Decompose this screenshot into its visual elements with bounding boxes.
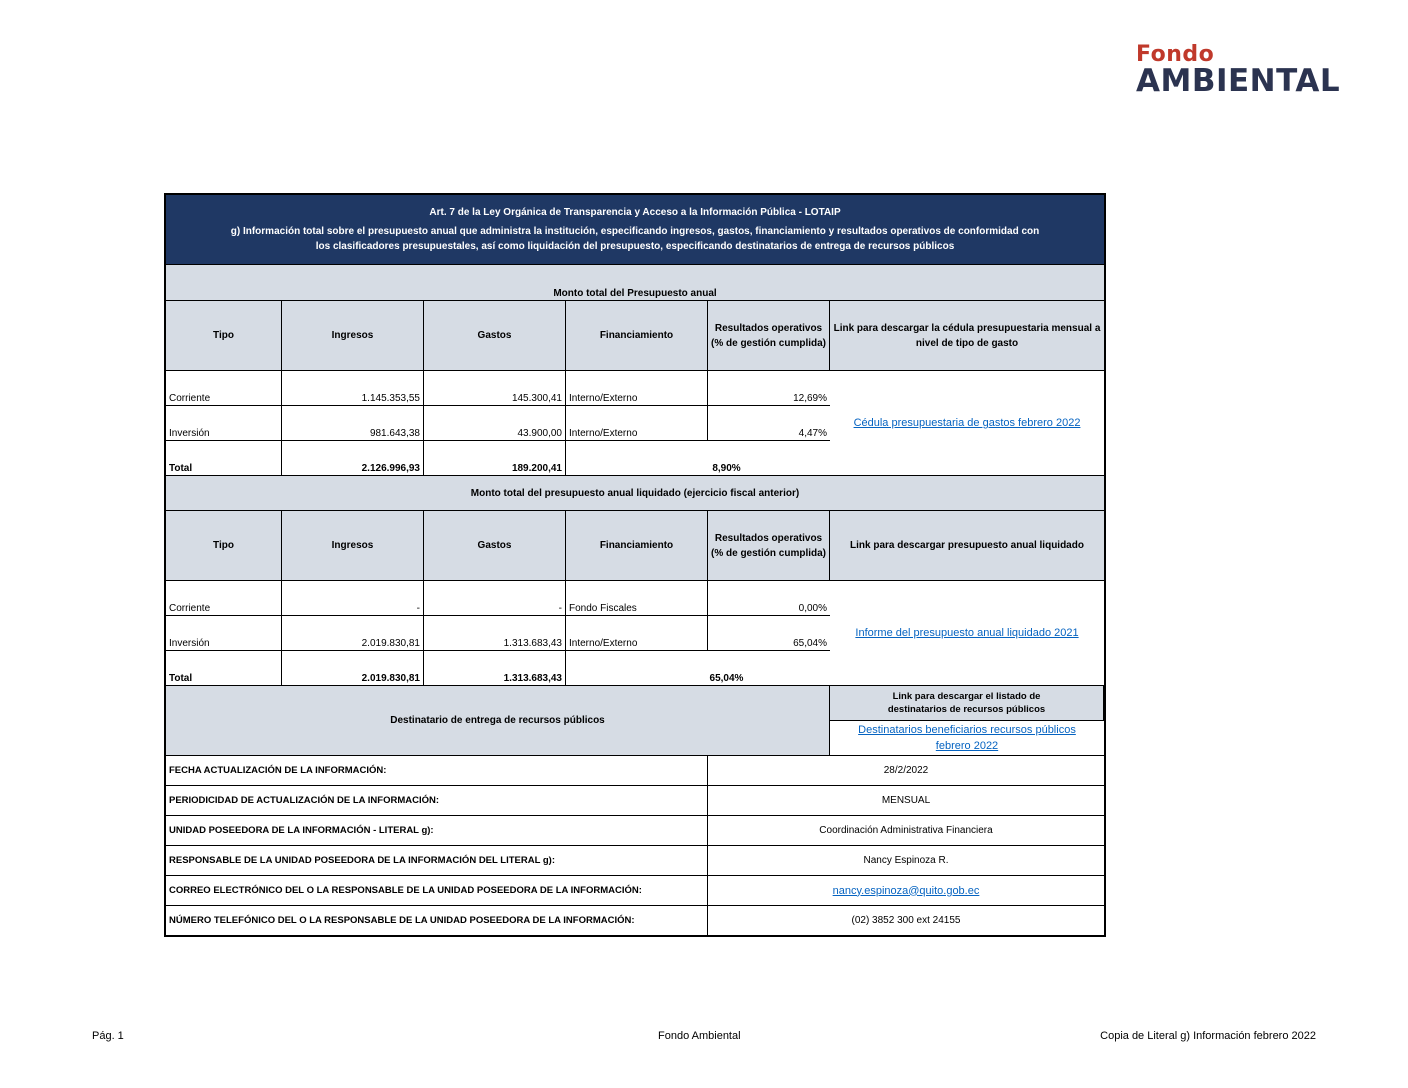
info-value: MENSUAL xyxy=(708,786,1104,816)
footer-page: Pág. 1 xyxy=(92,1030,124,1042)
email-link[interactable]: nancy.espinoza@quito.gob.ec xyxy=(832,884,980,897)
col-financiamiento: Financiamiento xyxy=(566,301,708,371)
header-subtitle: g) Información total sobre el presupuesto anual que administra la institución, especificando ingresos, gastos, financiamiento y resultados operativos de conformidad con los clasificadores presupuestales, así como liquidación del presupuesto, especificando destinatarios de entrega de recursos públicos xyxy=(230,226,1040,252)
info-row xyxy=(166,846,1104,876)
info-value: 28/2/2022 xyxy=(708,756,1104,786)
cedula-link[interactable]: Cédula presupuestaria de gastos febrero 2022 xyxy=(853,417,1081,429)
budget-table xyxy=(164,193,1106,937)
total-row xyxy=(166,651,830,686)
info-label: CORREO ELECTRÓNICO DEL O LA RESPONSABLE DE LA UNIDAD POSEEDORA DE LA INFORMACIÓN: xyxy=(166,876,708,906)
col-tipo: Tipo xyxy=(166,301,282,371)
col-ingresos: Ingresos xyxy=(282,511,424,581)
total-ingresos: 2.019.830,81 xyxy=(282,651,424,686)
info-row xyxy=(166,786,1104,816)
col-financiamiento: Financiamiento xyxy=(566,511,708,581)
section1-link-cell xyxy=(830,371,1104,476)
row-ingresos: 981.643,38 xyxy=(282,406,424,441)
row-tipo: Inversión xyxy=(166,406,282,441)
logo xyxy=(1136,44,1340,97)
info-row xyxy=(166,756,1104,786)
section2-title: Monto total del presupuesto anual liquidado (ejercicio fiscal anterior) xyxy=(166,476,1104,511)
row-gastos: - xyxy=(424,581,566,616)
total-resultado: 65,04% xyxy=(566,651,830,686)
row-gastos: 1.313.683,43 xyxy=(424,616,566,651)
logo-line-2: AMBIENTAL xyxy=(1136,63,1341,99)
section1-title: Monto total del Presupuesto anual xyxy=(166,265,1104,301)
info-value-cell xyxy=(708,876,1104,906)
col-link: Link para descargar presupuesto anual liquidado xyxy=(830,511,1104,581)
info-label: PERIODICIDAD DE ACTUALIZACIÓN DE LA INFORMACIÓN: xyxy=(166,786,708,816)
total-label: Total xyxy=(166,651,282,686)
total-row xyxy=(166,441,830,476)
table-row xyxy=(166,616,830,651)
header-block xyxy=(166,195,1104,265)
section2-rows xyxy=(166,581,830,686)
info-value: Nancy Espinoza R. xyxy=(708,846,1104,876)
footer-right: Copia de Literal g) Información febrero 2022 xyxy=(1100,1030,1316,1042)
table-row xyxy=(166,406,830,441)
col-gastos: Gastos xyxy=(424,511,566,581)
row-tipo: Corriente xyxy=(166,371,282,406)
col-resultados: Resultados operativos (% de gestión cumplida) xyxy=(708,511,830,581)
col-resultados: Resultados operativos (% de gestión cumplida) xyxy=(708,301,830,371)
info-label: FECHA ACTUALIZACIÓN DE LA INFORMACIÓN: xyxy=(166,756,708,786)
row-ingresos: - xyxy=(282,581,424,616)
liquidado-link[interactable]: Informe del presupuesto anual liquidado 2021 xyxy=(855,627,1079,639)
row-resultado: 0,00% xyxy=(708,581,830,616)
destinatarios-label: Destinatario de entrega de recursos públicos xyxy=(166,686,830,756)
destinatarios-link-header: Link para descargar el listado de destinatarios de recursos públicos xyxy=(830,686,1104,721)
destinatarios-link[interactable]: Destinatarios beneficiarios recursos públicos febrero 2022 xyxy=(858,724,1076,752)
footer-center: Fondo Ambiental xyxy=(658,1030,741,1042)
section1-rows xyxy=(166,371,830,476)
row-resultado: 4,47% xyxy=(708,406,830,441)
section2-link-cell xyxy=(830,581,1104,686)
total-gastos: 1.313.683,43 xyxy=(424,651,566,686)
total-resultado: 8,90% xyxy=(566,441,830,476)
header-title: Art. 7 de la Ley Orgánica de Transparencia y Acceso a la Información Pública - LOTAIP xyxy=(429,207,841,218)
row-financiamiento: Interno/Externo xyxy=(566,371,708,406)
row-gastos: 43.900,00 xyxy=(424,406,566,441)
row-tipo: Corriente xyxy=(166,581,282,616)
info-value: (02) 3852 300 ext 24155 xyxy=(851,915,961,926)
row-financiamiento: Interno/Externo xyxy=(566,616,708,651)
row-financiamiento: Interno/Externo xyxy=(566,406,708,441)
info-label: UNIDAD POSEEDORA DE LA INFORMACIÓN - LITERAL g): xyxy=(166,816,708,846)
total-label: Total xyxy=(166,441,282,476)
table-row xyxy=(166,581,830,616)
col-tipo: Tipo xyxy=(166,511,282,581)
row-resultado: 12,69% xyxy=(708,371,830,406)
info-label: RESPONSABLE DE LA UNIDAD POSEEDORA DE LA INFORMACIÓN DEL LITERAL g): xyxy=(166,846,708,876)
info-row xyxy=(166,816,1104,846)
logo-line-1: Fondo xyxy=(1136,42,1215,67)
row-ingresos: 2.019.830,81 xyxy=(282,616,424,651)
total-gastos: 189.200,41 xyxy=(424,441,566,476)
row-gastos: 145.300,41 xyxy=(424,371,566,406)
row-ingresos: 1.145.353,55 xyxy=(282,371,424,406)
row-tipo: Inversión xyxy=(166,616,282,651)
destinatarios-link-block xyxy=(830,686,1104,756)
info-row xyxy=(166,876,1104,906)
info-label: NÚMERO TELEFÓNICO DEL O LA RESPONSABLE DE LA UNIDAD POSEEDORA DE LA INFORMACIÓN: xyxy=(166,906,708,935)
col-gastos: Gastos xyxy=(424,301,566,371)
table-row xyxy=(166,371,830,406)
destinatarios-link-cell xyxy=(830,721,1104,756)
col-ingresos: Ingresos xyxy=(282,301,424,371)
row-resultado: 65,04% xyxy=(708,616,830,651)
col-link: Link para descargar la cédula presupuestaria mensual a nivel de tipo de gasto xyxy=(830,301,1104,371)
info-row xyxy=(166,906,1104,935)
row-financiamiento: Fondo Fiscales xyxy=(566,581,708,616)
info-value: Coordinación Administrativa Financiera xyxy=(708,816,1104,846)
total-ingresos: 2.126.996,93 xyxy=(282,441,424,476)
